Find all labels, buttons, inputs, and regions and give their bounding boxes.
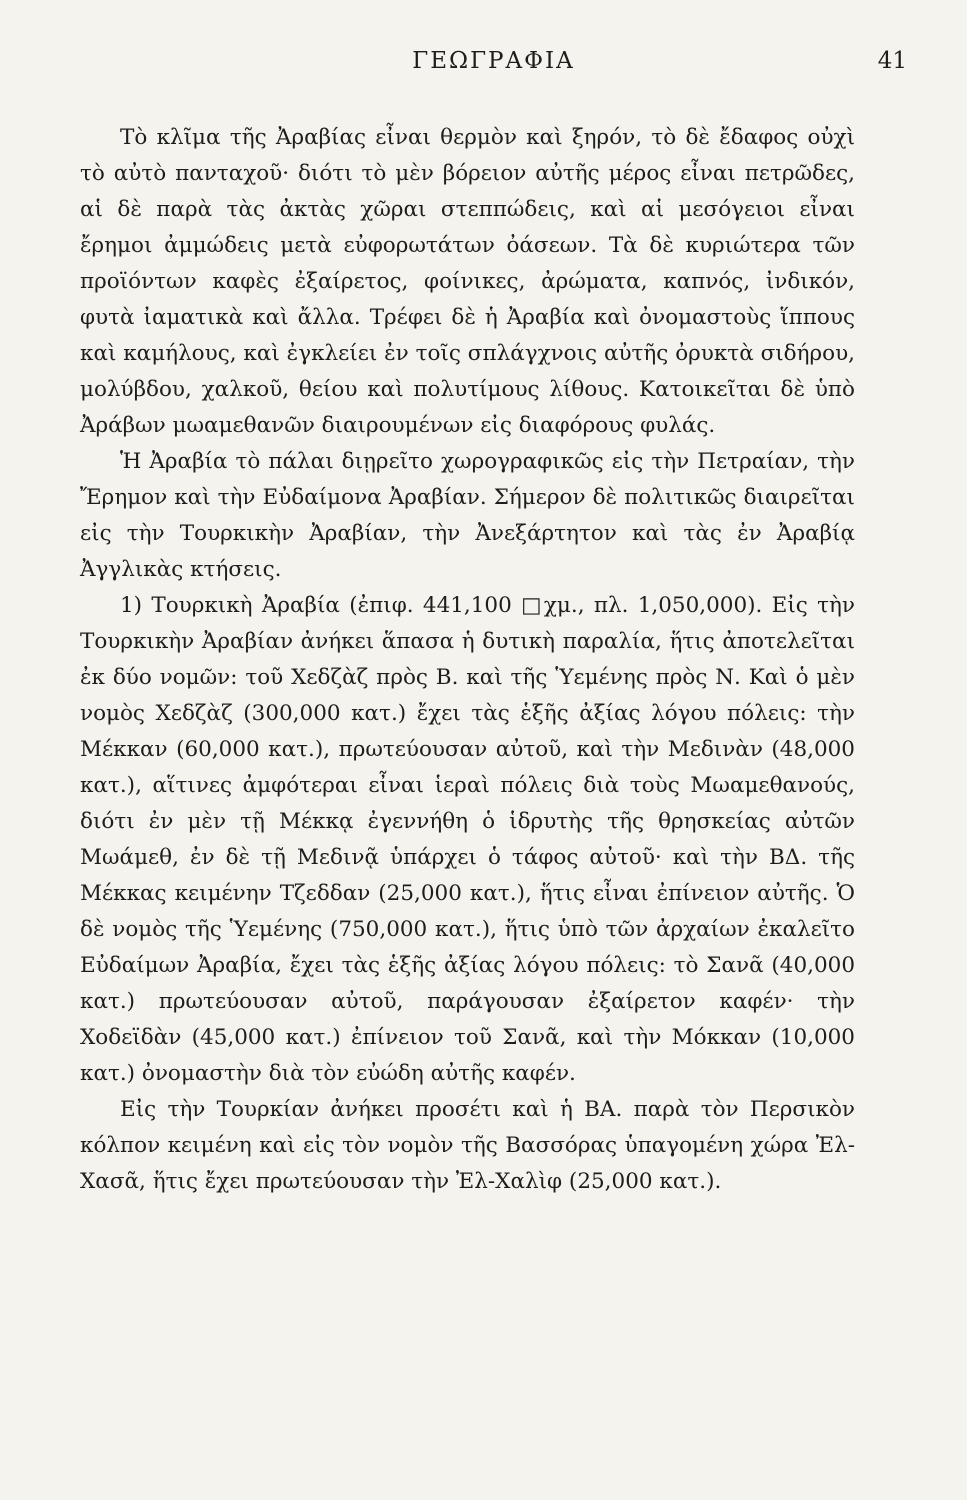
page-body xyxy=(80,120,855,1200)
page-header xyxy=(80,48,907,88)
running-title: ΓΕΩΓΡΑΦΙΑ xyxy=(412,48,575,74)
paragraph-divisions: Ἡ Ἀραβία τὸ πάλαι διῃρεῖτο χωρογραφικῶς εἰς τὴν Πετραίαν, τὴν Ἔρημον καὶ τὴν Εὐδαίμονα Ἀραβίαν. Σήμερον δὲ πολιτικῶς διαιρεῖται εἰς τὴν Τουρκικὴν Ἀραβίαν, τὴν Ἀνεξάρτητον καὶ τὰς ἐν Ἀραβίᾳ Ἀγγλικὰς κτήσεις. xyxy=(80,449,855,582)
paragraph-el-hasa: Εἰς τὴν Τουρκίαν ἀνήκει προσέτι καὶ ἡ ΒΑ. παρὰ τὸν Περσικὸν κόλπον κειμένη καὶ εἰς τὸν νομὸν τῆς Βασσόρας ὑπαγομένη χώρα Ἐλ-Χασᾶ, ἥτις ἔχει πρωτεύουσαν τὴν Ἐλ-Χαλὶφ (25,000 κατ.). xyxy=(80,1097,855,1194)
page-number: 41 xyxy=(877,48,907,74)
paragraph-climate: Τὸ κλῖμα τῆς Ἀραβίας εἶναι θερμὸν καὶ ξηρόν, τὸ δὲ ἔδαφος οὐχὶ τὸ αὐτὸ πανταχοῦ· διότι τὸ μὲν βόρειον αὐτῆς μέρος εἶναι πετρῶδες, αἱ δὲ παρὰ τὰς ἀκτὰς χῶραι στεππώδεις, καὶ αἱ μεσόγειοι εἶναι ἔρημοι ἀμμώδεις μετὰ εὐφορωτάτων ὀάσεων. Τὰ δὲ κυριώτερα τῶν προϊόντων καφὲς ἐξαίρετος, φοίνικες, ἀρώματα, καπνός, ἰνδικόν, φυτὰ ἰαματικὰ καὶ ἄλλα. Τρέφει δὲ ἡ Ἀραβία καὶ ὀνομαστοὺς ἵππους καὶ καμήλους, καὶ ἐγκλείει ἐν τοῖς σπλάγχνοις αὐτῆς ὀρυκτὰ σιδήρου, μολύβδου, χαλκοῦ, θείου καὶ πολυτίμους λίθους. Κατοικεῖται δὲ ὑπὸ Ἀράβων μωαμεθανῶν διαιρουμένων εἰς διαφόρους φυλάς. xyxy=(80,125,855,438)
paragraph-turkish-arabia: 1) Τουρκικὴ Ἀραβία (ἐπιφ. 441,100 □χμ., πλ. 1,050,000). Εἰς τὴν Τουρκικὴν Ἀραβίαν ἀνήκει ἅπασα ἡ δυτικὴ παραλία, ἥτις ἀποτελεῖται ἐκ δύο νομῶν: τοῦ Χεδζὰζ πρὸς Β. καὶ τῆς Ὑεμένης πρὸς Ν. Καὶ ὁ μὲν νομὸς Χεδζὰζ (300,000 κατ.) ἔχει τὰς ἑξῆς ἀξίας λόγου πόλεις: τὴν Μέκκαν (60,000 κατ.), πρωτεύουσαν αὐτοῦ, καὶ τὴν Μεδινὰν (48,000 κατ.), αἵτινες ἀμφότεραι εἶναι ἱεραὶ πόλεις διὰ τοὺς Μωαμεθανούς, διότι ἐν μὲν τῇ Μέκκᾳ ἐγεννήθη ὁ ἱδρυτὴς τῆς θρησκείας αὐτῶν Μωάμεθ, ἐν δὲ τῇ Μεδινᾷ ὑπάρχει ὁ τάφος αὐτοῦ· καὶ τὴν ΒΔ. τῆς Μέκκας κειμένην Τζεδδαν (25,000 κατ.), ἥτις εἶναι ἐπίνειον αὐτῆς. Ὁ δὲ νομὸς τῆς Ὑεμένης (750,000 κατ.), ἥτις ὑπὸ τῶν ἀρχαίων ἐκαλεῖτο Εὐδαίμων Ἀραβία, ἔχει τὰς ἑξῆς ἀξίας λόγου πόλεις: τὸ Σανᾶ (40,000 κατ.) πρωτεύουσαν αὐτοῦ, παράγουσαν ἐξαίρετον καφέν· τὴν Χοδεϊδὰν (45,000 κατ.) ἐπίνειον τοῦ Σανᾶ, καὶ τὴν Μόκκαν (10,000 κατ.) ὀνομαστὴν διὰ τὸν εὐώδη αὐτῆς καφέν. xyxy=(80,593,855,1086)
